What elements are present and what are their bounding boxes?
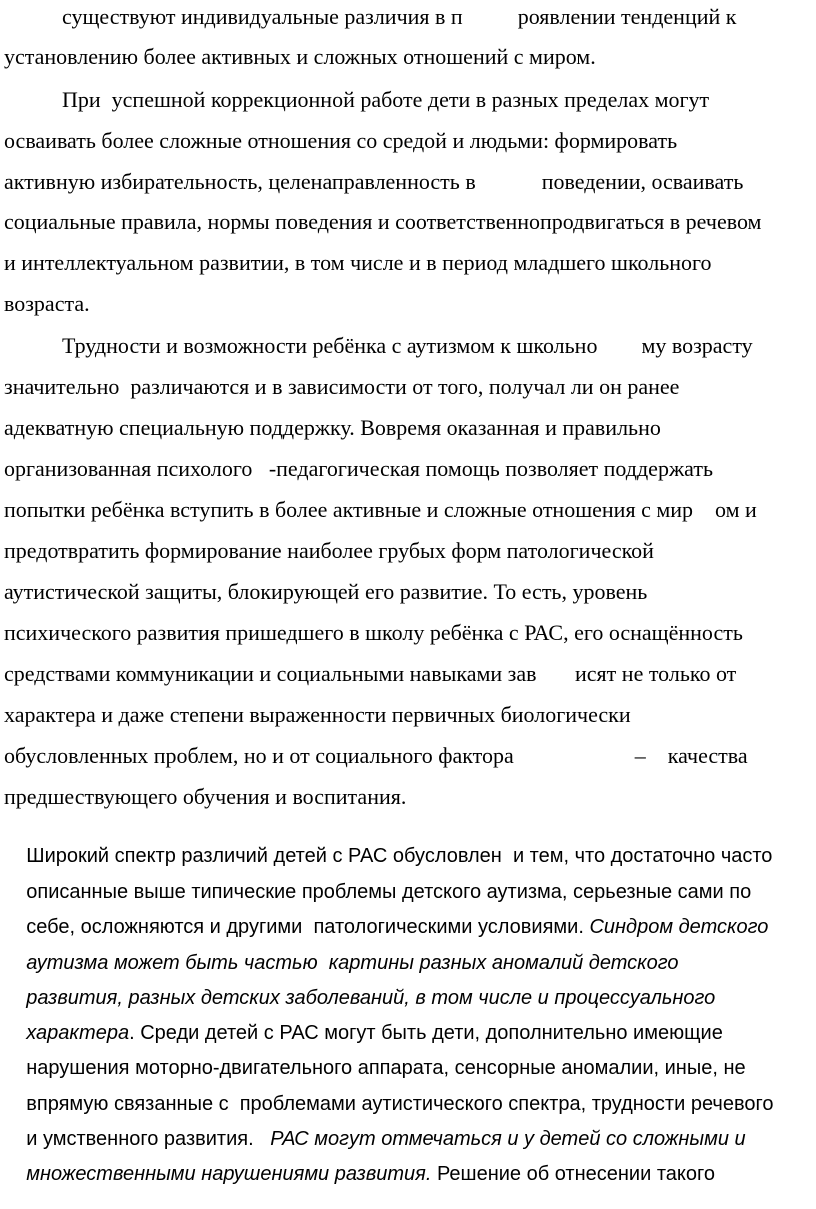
text-span: нарушения моторно-двигательного аппарата, сенсорные аномалии, иные, не <box>26 1057 746 1079</box>
text-line: средствами коммуникации и социальными навыками зав исят не только от <box>4 661 737 686</box>
text-span: впрямую связанные с проблемами аутистического спектра, трудности речевого <box>26 1093 774 1115</box>
text-line: характера и даже степени выраженности первичных биологически <box>4 702 631 727</box>
text-line: Трудности и возможности ребёнка с аутизмом к школьно му возрасту <box>62 333 753 358</box>
text-line: возраста. <box>4 291 90 316</box>
text-line <box>4 1140 715 1209</box>
text-span: Решение об отнесении такого <box>431 1163 715 1185</box>
italic-span: Синдром детского <box>589 916 769 938</box>
text-line: адекватную специальную поддержку. Вовремя оказанная и правильно <box>4 415 661 440</box>
italic-span: развития, разных детских заболеваний, в том числе и процессуального <box>26 987 716 1009</box>
text-line: существуют индивидуальные различия в п роявлении тенденций к <box>62 4 737 29</box>
text-span: и умственного развития. <box>26 1128 271 1150</box>
text-span: себе, осложняются и другими патологическими условиями. <box>26 916 590 938</box>
text-span: Широкий спектр различий детей с РАС обусловлен и тем, что достаточно часто <box>26 845 773 867</box>
italic-span: РАС могут отмечаться и у детей со сложными и <box>270 1128 746 1150</box>
text-line: активную избирательность, целенаправленность в поведении, осваивать <box>4 169 744 194</box>
text-span: описанные выше типические проблемы детского аутизма, серьезные сами по <box>26 881 752 903</box>
text-line: предшествующего обучения и воспитания. <box>4 784 407 809</box>
text-line: При успешной коррекционной работе дети в разных пределах могут <box>62 87 710 112</box>
italic-span: множественными нарушениями развития. <box>26 1163 432 1185</box>
text-span: . Среди детей с РАС могут быть дети, дополнительно имеющие <box>129 1022 723 1044</box>
text-line: аутистической защиты, блокирующей его развитие. То есть, уровень <box>4 579 648 604</box>
text-line: попытки ребёнка вступить в более активные и сложные отношения с мир ом и <box>4 497 757 522</box>
text-line: установлению более активных и сложных отношений с миром. <box>4 44 596 69</box>
text-line: предотвратить формирование наиболее грубых форм патологической <box>4 538 654 563</box>
text-line: обусловленных проблем, но и от социального фактора – качества <box>4 743 748 768</box>
text-line: организованная психолого -педагогическая помощь позволяет поддержать <box>4 456 713 481</box>
text-line: и интеллектуальном развитии, в том числе и в период младшего школьного <box>4 250 712 275</box>
text-line: психического развития пришедшего в школу ребёнка с РАС, его оснащённость <box>4 620 743 645</box>
italic-span: аутизма может быть частью картины разных аномалий детского <box>26 952 679 974</box>
text-line: социальные правила, нормы поведения и соответственнопродвигаться в речевом <box>4 209 762 234</box>
italic-span: характера <box>26 1022 130 1044</box>
text-line: значительно различаются и в зависимости от того, получал ли он ранее <box>4 374 680 399</box>
text-line: осваивать более сложные отношения со средой и людьми: формировать <box>4 128 678 153</box>
